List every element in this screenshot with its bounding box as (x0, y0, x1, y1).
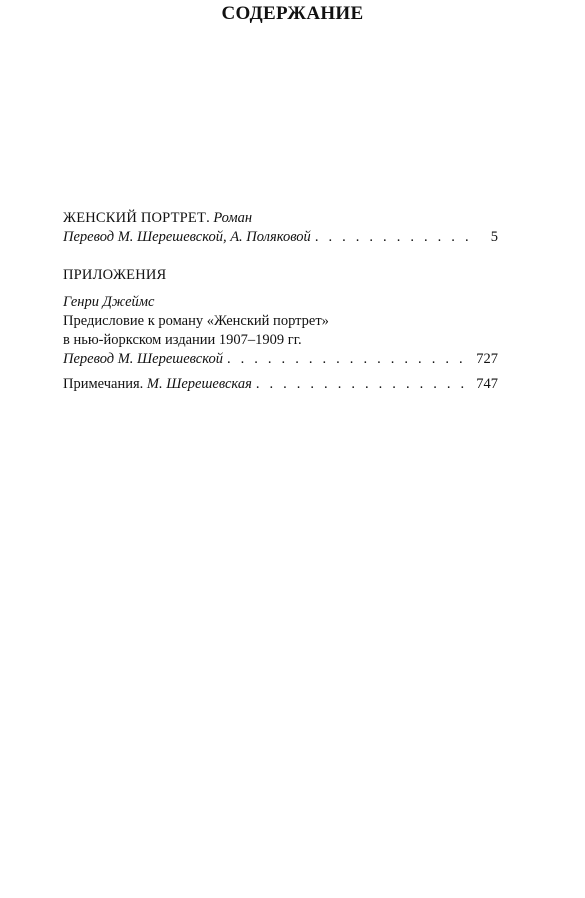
page-number: 727 (476, 351, 498, 367)
dot-leader (227, 350, 472, 369)
page-number: 747 (476, 376, 498, 392)
section-heading: ПРИЛОЖЕНИЯ (63, 267, 167, 283)
dot-leader (256, 375, 472, 394)
page-number: 5 (490, 229, 498, 245)
notes-line (63, 375, 498, 394)
preface-translation-credit: Перевод М. Шерешевской (63, 351, 223, 367)
work-genre: Роман (213, 210, 253, 226)
toc-section-appendix (63, 266, 498, 369)
toc-entry-notes (63, 375, 498, 394)
toc-entry-title-line (63, 209, 498, 228)
toc-entry-translation-line (63, 228, 498, 247)
title-separator: . (206, 210, 214, 226)
preface-translation-line (63, 350, 498, 369)
notes-author: М. Шерешевская (146, 376, 252, 392)
toc-entry-novel (63, 209, 498, 247)
appendix-author: Генри Джеймс (63, 294, 155, 310)
work-title: ЖЕНСКИЙ ПОРТРЕТ (63, 210, 207, 226)
preface-title-line-1: Предисловие к роману «Женский портрет» (63, 313, 329, 329)
dot-leader (315, 228, 468, 247)
translation-credit: Перевод М. Шерешевской, А. Поляковой (63, 229, 311, 245)
notes-label: Примечания. (63, 376, 144, 392)
page-title: СОДЕРЖАНИЕ (221, 3, 364, 24)
preface-title-line-2: в нью-йоркском издании 1907–1909 гг. (63, 332, 302, 348)
